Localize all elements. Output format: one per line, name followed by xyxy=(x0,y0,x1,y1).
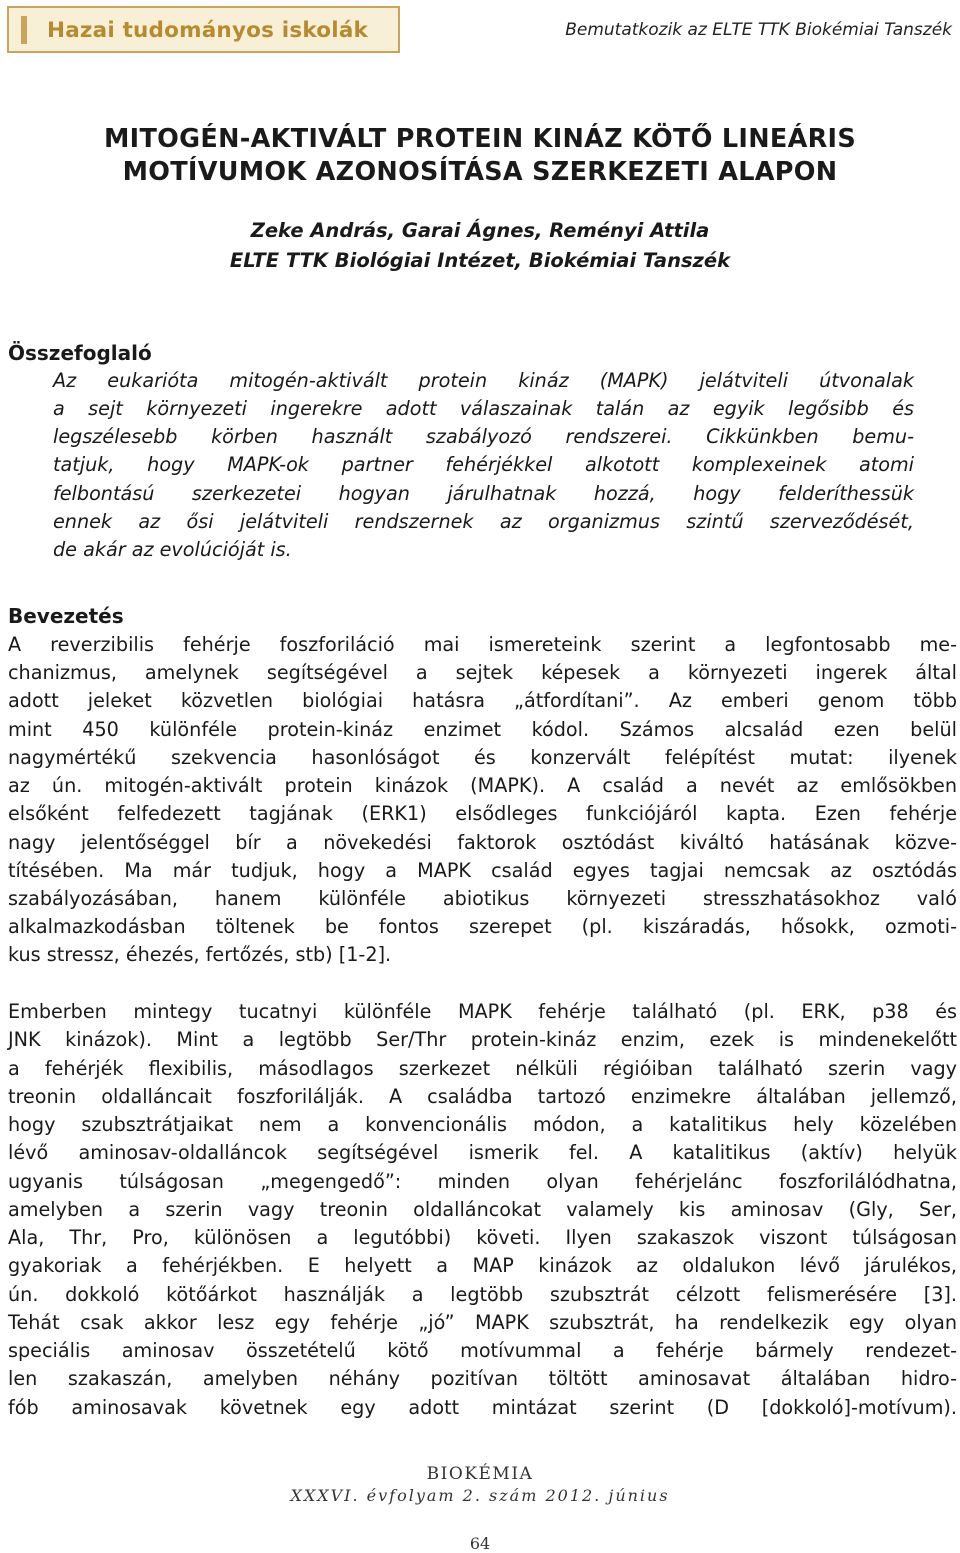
abstract-line: tatjuk, hogy MAPK-ok partner fehérjékkel alkotott komplexeinek atomi xyxy=(53,453,914,476)
abstract-heading: Összefoglaló xyxy=(8,341,152,365)
body-line: ugyanis túlságosan „megengedő”: minden olyan fehérjelánc foszforilálódhatna, xyxy=(8,1170,957,1193)
running-head: Bemutatkozik az ELTE TTK Biokémiai Tanszék xyxy=(565,20,952,40)
body-line: a fehérjék flexibilis, másodlagos szerkezet nélküli régióiban található szerin vagy xyxy=(8,1057,957,1080)
body-line: szabályozásában, hanem különféle abiotikus környezeti stresszhatásokhoz való xyxy=(8,887,957,910)
abstract-line: de akár az evolúcióját is. xyxy=(53,538,292,561)
body-line: chanizmus, amelynek segítségével a sejtek képesek a környezeti ingerek által xyxy=(8,661,957,684)
page-header xyxy=(0,0,960,60)
footer-journal: BIOKÉMIA xyxy=(426,1464,534,1484)
body-line: Tehát csak akkor lesz egy fehérje „jó” MAPK szubsztrát, ha rendelkezik egy olyan xyxy=(8,1311,957,1334)
body-line: lévő aminosav-oldalláncok segítségével ismerik fel. A katalitikus (aktív) helyük xyxy=(8,1141,957,1164)
body-line: Emberben mintegy tucatnyi különféle MAPK fehérje található (pl. ERK, p38 és xyxy=(8,1000,957,1023)
article-title-line-2: MOTÍVUMOK AZONOSÍTÁSA SZERKEZETI ALAPON xyxy=(122,157,838,187)
body-line: alkalmazkodásban töltenek be fontos szerepet (pl. kiszáradás, hősokk, ozmoti- xyxy=(8,915,957,938)
body-line: adott jeleket közvetlen biológiai hatásra „átfordítani”. Az emberi genom több xyxy=(8,689,957,712)
body-line: títésében. Ma már tudjuk, hogy a MAPK család egyes tagjai nemcsak az osztódás xyxy=(8,859,957,882)
section-tag-label: Hazai tudományos iskolák xyxy=(47,18,369,43)
abstract-line: legszélesebb körben használt szabályozó rendszerei. Cikkünkben bemu- xyxy=(53,425,914,448)
author-affiliation: ELTE TTK Biológiai Intézet, Biokémiai Tanszék xyxy=(229,249,731,272)
article-title-line-1: MITOGÉN-AKTIVÁLT PROTEIN KINÁZ KÖTŐ LINEÁRIS xyxy=(103,124,856,154)
body-line: JNK kinázok). Mint a legtöbb Ser/Thr protein-kináz enzim, ezek is mindenekelőtt xyxy=(8,1028,957,1051)
abstract-line: ennek az ősi jelátviteli rendszernek az organizmus szintű szerveződését, xyxy=(53,510,914,533)
author-list: Zeke András, Garai Ágnes, Reményi Attila xyxy=(250,219,710,242)
body-line: nagymértékű szekvencia hasonlóságot és konzervált felépítést mutat: ilyenek xyxy=(8,746,957,769)
intro-heading: Bevezetés xyxy=(8,604,124,628)
abstract-line: felbontású szerkezetei hogyan járulhatnak hozzá, hogy felderíthessük xyxy=(53,482,914,505)
tag-accent-bar xyxy=(21,16,27,44)
page-number: 64 xyxy=(469,1534,491,1553)
body-line: ún. dokkoló kötőárkot használják a legtöbb szubsztrát célzott felismerésére [3]. xyxy=(8,1283,957,1306)
body-line: fób aminosavak követnek egy adott mintázat szerint (D [dokkoló]-motívum). xyxy=(8,1396,957,1419)
body-line: gyakoriak a fehérjékben. E helyett a MAP kinázok az oldalukon lévő járulékos, xyxy=(8,1254,957,1277)
body-line: len szakaszán, amelyben néhány pozitívan töltött aminosavat általában hidro- xyxy=(8,1367,957,1390)
section-tag-box xyxy=(7,6,400,53)
body-line: Ala, Thr, Pro, különösen a legutóbbi) követi. Ilyen szakaszok viszont túlságosan xyxy=(8,1226,957,1249)
body-line: kus stressz, éhezés, fertőzés, stb) [1-2]. xyxy=(8,943,392,966)
body-line: hogy szubsztrátjaikat nem a konvencionális módon, a katalitikus hely közelében xyxy=(8,1113,957,1136)
body-line: treonin oldalláncait foszforilálják. A családba tartozó enzimekre általában jellemző, xyxy=(8,1085,957,1108)
abstract-line: a sejt környezeti ingerekre adott válaszainak talán az egyik legősibb és xyxy=(53,397,914,420)
footer-issue: XXXVI. évfolyam 2. szám 2012. június xyxy=(290,1486,670,1505)
body-line: A reverzibilis fehérje foszforiláció mai ismereteink szerint a legfontosabb me- xyxy=(8,633,957,656)
abstract-line: Az eukarióta mitogén-aktivált protein kináz (MAPK) jelátviteli útvonalak xyxy=(53,369,914,392)
body-line: elsőként felfedezett tagjának (ERK1) elsődleges funkciójáról kapta. Ezen fehérje xyxy=(8,802,957,825)
body-line: mint 450 különféle protein-kináz enzimet kódol. Számos alcsalád ezen belül xyxy=(8,718,957,741)
body-line: amelyben a szerin vagy treonin oldalláncokat valamely kis aminosav (Gly, Ser, xyxy=(8,1198,957,1221)
body-line: nagy jelentőséggel bír a növekedési faktorok osztódást kiváltó hatásának közve- xyxy=(8,831,957,854)
body-line: speciális aminosav összetételű kötő motívummal a fehérje bármely rendezet- xyxy=(8,1339,957,1362)
body-line: az ún. mitogén-aktivált protein kinázok (MAPK). A család a nevét az emlősökben xyxy=(8,774,957,797)
